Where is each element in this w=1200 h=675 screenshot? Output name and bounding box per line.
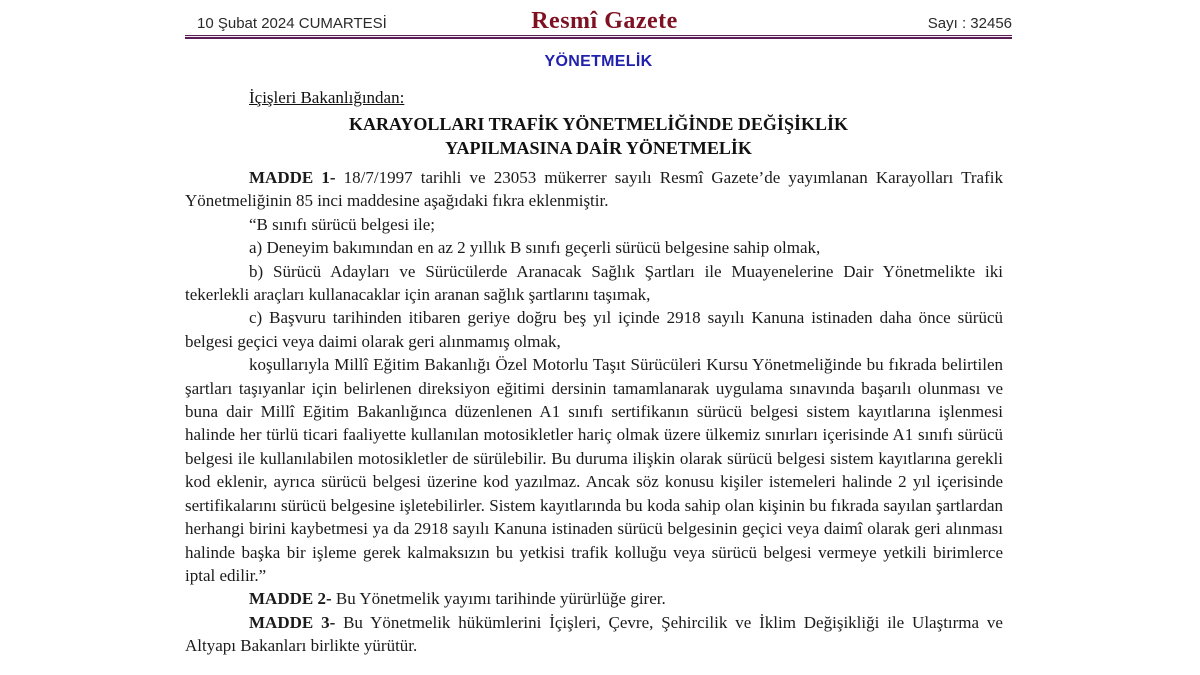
article-paragraph [185, 353, 1003, 587]
article-paragraph [185, 236, 1003, 259]
article-label: MADDE 2- [249, 589, 332, 609]
article-text: Bu Yönetmelik yayımı tarihinde yürürlüğe girer. [331, 589, 666, 609]
article-paragraph [185, 213, 1003, 236]
header-divider [185, 35, 1012, 39]
page-content [185, 0, 1012, 658]
issue-date: 10 Şubat 2024 CUMARTESİ [197, 15, 387, 32]
gazette-masthead: Resmî Gazete [531, 8, 678, 34]
regulation-title-line2: YAPILMASINA DAİR YÖNETMELİK [445, 138, 752, 158]
article-paragraph [185, 306, 1003, 353]
article-paragraph [185, 260, 1003, 307]
article-text: c) Başvuru tarihinden itibaren geriye doğru beş yıl içinde 2918 sayılı Kanuna istinaden daha önce sürücü belgesi geçici veya daimi olarak geri alınmamış olmak, [185, 308, 1003, 351]
section-heading: YÖNETMELİK [544, 53, 653, 70]
article-label: MADDE 1- [249, 168, 336, 187]
article-paragraph [185, 611, 1003, 658]
issuing-ministry: İçişleri Bakanlığından: [249, 88, 405, 107]
article-text: b) Sürücü Adayları ve Sürücülerde Aranacak Sağlık Şartları ile Muayenelerine Dair Yönetmelikte iki tekerlekli araçları kullanacaklar için aranan sağlık şartlarını taşımak, [185, 261, 1003, 305]
article-text: Bu Yönetmelik hükümlerini İçişleri, Çevre, Şehircilik ve İklim Değişikliği ile Ulaştırma ve Altyapı Bakanları birlikte yürütür. [185, 612, 1003, 656]
article-paragraph [185, 166, 1003, 213]
regulation-body [185, 166, 1003, 658]
article-text: 18/7/1997 tarihli ve 23053 mükerrer sayılı Resmî Gazete’de yayımlanan Karayolları Trafik Yönetmeliğinin 85 inci maddesine aşağıdaki fıkra eklenmiştir. [185, 168, 1003, 211]
regulation-title-line1: KARAYOLLARI TRAFİK YÖNETMELİĞİNDE DEĞİŞİKLİK [349, 114, 848, 134]
article-text: “B sınıfı sürücü belgesi ile; [249, 214, 436, 234]
article-text: koşullarıyla Millî Eğitim Bakanlığı Özel Motorlu Taşıt Sürücüleri Kursu Yönetmeliğinde bu fıkrada belirtilen şartları taşıyanlar için belirlenen direksiyon eğitimi dersinin tamamlanarak uygulama sınavında başarılı olunması ve buna dair Millî Eğitim Bakanlığınca düzenlenen A1 sınıfı sertifikanın sürücü belgesi sistem kayıtlarına işlenmesi halinde her türlü ticari faaliyette kullanılan motosikletler hariç olmak üzere ülkemiz sınırları içerisinde A1 sınıfı sürücü belgesi ile kullanılabilen motosikletler de sürülebilir. Bu duruma ilişkin olarak sürücü belgesi sistem kayıtlarına gerekli kod eklenir, ayrıca sürücü belgesi üzerine kod yazılmaz. Ancak söz konusu kişiler istemeleri halinde 2 yıl içerisinde sertifikalarını sürücü belgesine işletebilirler. Sistem kayıtlarında bu koda sahip olan kişinin bu fıkrada sayılan şartlardan herhangi birini kaybetmesi ya da 2918 sayılı Kanuna istinaden sürücü belgesinin geçici veya daimî olarak geri alınması halinde başka bir işleme gerek kalmaksızın bu yetkisi trafik kolluğu veya sürücü belgesi vermeye yetkili birimlerce iptal edilir.” [185, 355, 1003, 585]
issue-number: Sayı : 32456 [927, 15, 1013, 32]
article-paragraph [185, 587, 1003, 610]
article-text: a) Deneyim bakımından en az 2 yıllık B sınıfı geçerli sürücü belgesine sahip olmak, [249, 238, 821, 258]
masthead-header [185, 0, 1012, 32]
article-label: MADDE 3- [249, 612, 336, 632]
